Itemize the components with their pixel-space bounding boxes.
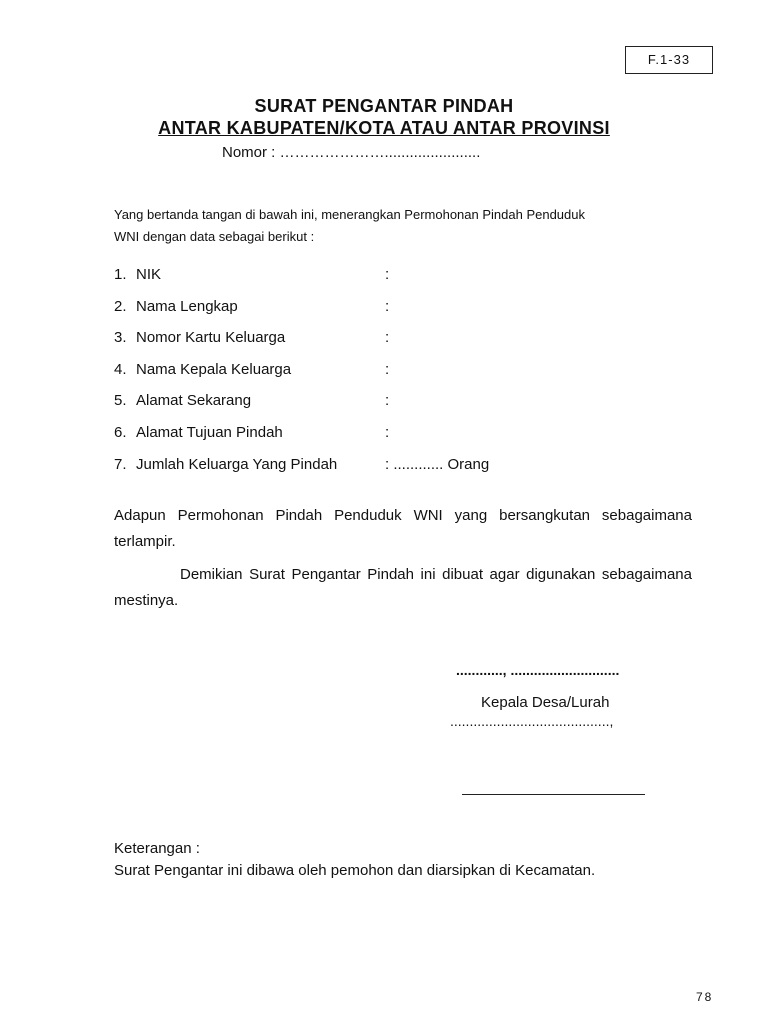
data-fields-list xyxy=(114,265,674,486)
notes-label: Keterangan : xyxy=(114,840,200,857)
field-number: 2. xyxy=(114,297,127,315)
notes-section xyxy=(114,838,595,882)
field-row-jumlah-keluarga xyxy=(114,455,674,487)
field-row-nik xyxy=(114,265,674,297)
attachment-paragraph: Adapun Permohonan Pindah Penduduk WNI yang bersangkutan sebagaimana terlampir. xyxy=(114,507,692,550)
field-number: 1. xyxy=(114,266,127,283)
signer-title: Kepala Desa/Lurah xyxy=(481,694,610,711)
field-value: : xyxy=(385,392,390,410)
field-label: Jumlah Keluarga Yang Pindah xyxy=(136,455,338,473)
field-value: : xyxy=(385,360,390,378)
field-label: Nama Kepala Keluarga xyxy=(136,360,292,378)
field-value: : xyxy=(385,423,390,441)
field-label: NIK xyxy=(136,266,162,283)
page-number: 78 xyxy=(696,990,714,1004)
field-number: 5. xyxy=(114,392,127,410)
field-label: Nama Lengkap xyxy=(136,297,238,315)
field-number: 3. xyxy=(114,329,127,347)
field-number: 7. xyxy=(114,455,127,473)
notes-text: Surat Pengantar ini dibawa oleh pemohon dan diarsipkan di Kecamatan. xyxy=(114,862,596,879)
field-row-nomor-kk xyxy=(114,328,674,360)
document-number: Nomor : …………………....................... xyxy=(222,144,481,161)
field-row-alamat-tujuan xyxy=(114,423,674,455)
signer-location-dots: ........................................., xyxy=(450,713,614,729)
field-value: : ............ Orang xyxy=(385,455,490,473)
field-number: 6. xyxy=(114,423,127,441)
field-value: : xyxy=(385,266,390,283)
intro-text xyxy=(114,204,694,248)
field-value: : xyxy=(385,297,390,315)
document-title: SURAT PENGANTAR PINDAH xyxy=(254,96,514,116)
field-number: 4. xyxy=(114,360,127,378)
document-subtitle: ANTAR KABUPATEN/KOTA ATAU ANTAR PROVINSI xyxy=(158,118,610,138)
signature-line xyxy=(462,794,645,795)
field-label: Alamat Tujuan Pindah xyxy=(136,423,283,441)
intro-line-2: WNI dengan data sebagai berikut : xyxy=(114,229,315,244)
form-code-box: F.1-33 xyxy=(625,46,713,74)
closing-paragraph: Demikian Surat Pengantar Pindah ini dibuat agar digunakan sebagaimana mestinya. xyxy=(114,566,692,609)
field-label: Alamat Sekarang xyxy=(136,392,252,410)
field-row-alamat-sekarang xyxy=(114,391,674,423)
signature-place-date: ............, ............................ xyxy=(456,662,620,678)
field-value: : xyxy=(385,329,390,347)
field-row-nama-lengkap xyxy=(114,297,674,329)
intro-line-1: Yang bertanda tangan di bawah ini, menerangkan Permohonan Pindah Penduduk xyxy=(114,207,585,222)
field-row-kepala-keluarga xyxy=(114,360,674,392)
field-label: Nomor Kartu Keluarga xyxy=(136,329,286,347)
